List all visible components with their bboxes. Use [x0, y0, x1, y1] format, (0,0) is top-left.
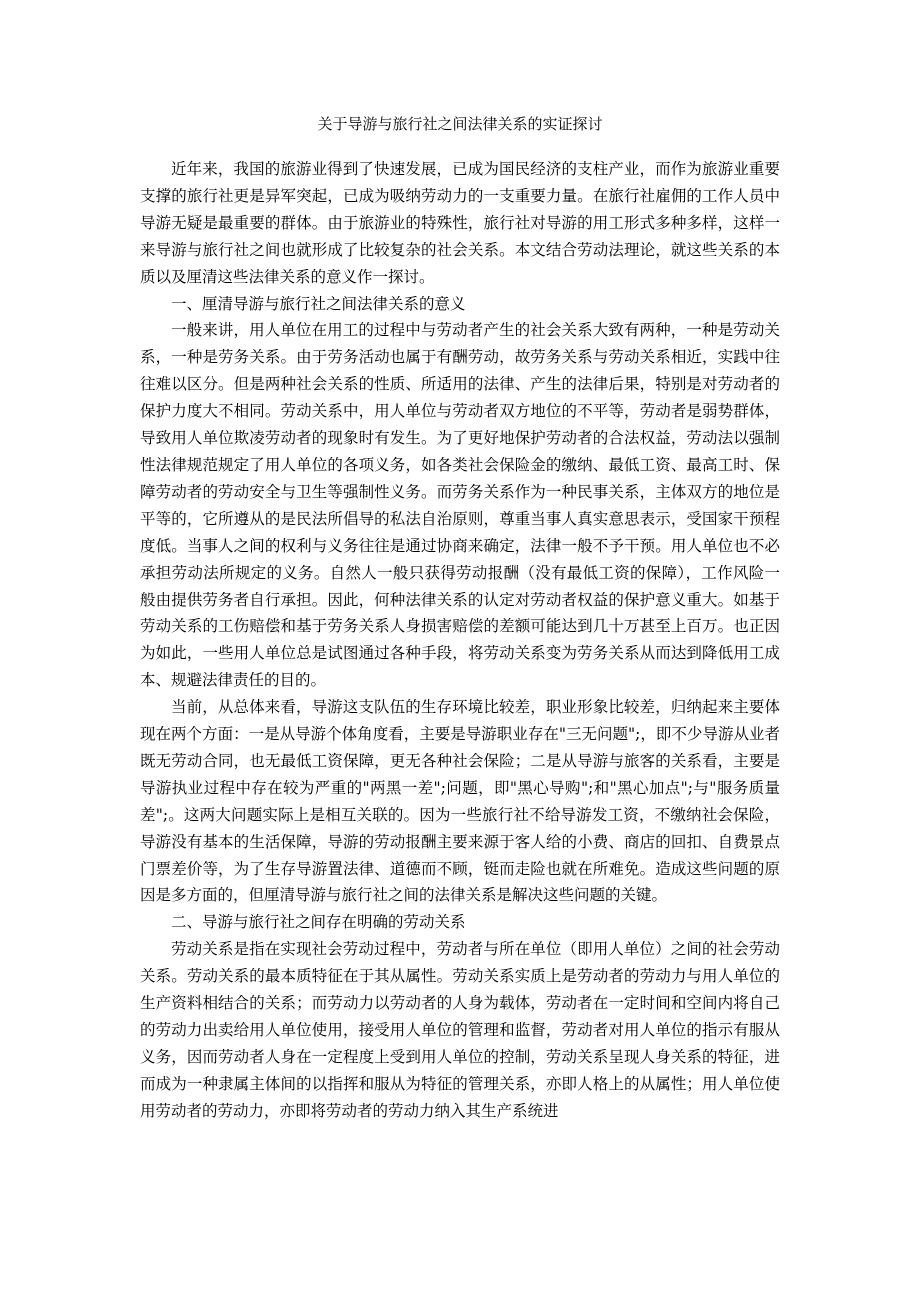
document-page [140, 112, 780, 1125]
section-heading-1: 一、厘清导游与旅行社之间法律关系的意义 [171, 294, 466, 313]
paragraph-section-1-current: 当前，从总体来看，导游这支队伍的生存环境比较差，职业形象比较差，归纳起来主要体现在两个方面：一是从导游个体角度看，主要是导游职业存在"三无问题";，即不少导游从业者既无劳动合同，也无最低工资保障，更无各种社会保险；二是从导游与旅客的关系看，主要是导游执业过程中存在较为严重的"两黑一差";问题，即"黑心导购";和"黑心加点";与"服务质量差";。这两大问题实际上是相互关联的。因为一些旅行社不给导游发工资，不缴纳社会保险，导游没有基本的生活保障，导游的劳动报酬主要来源于客人给的小费、商店的回扣、自费景点门票差价等，为了生存导游置法律、道德而不顾，铤而走险也就在所难免。造成这些问题的原因是多方面的，但厘清导游与旅行社之间的法律关系是解决这些问题的关键。 [140, 698, 780, 905]
paragraph-intro: 近年来，我国的旅游业得到了快速发展，已成为国民经济的支柱产业，而作为旅游业重要支撑的旅行社更是异军突起，已成为吸纳劳动力的一支重要力量。在旅行社雇佣的工作人员中导游无疑是最重要的群体。由于旅游业的特殊性，旅行社对导游的用工形式多种多样，这样一来导游与旅行社之间也就形成了比较复杂的社会关系。本文结合劳动法理论，就这些关系的本质以及厘清这些法律关系的意义作一探讨。 [140, 160, 780, 286]
paragraph-section-1-body: 一般来讲，用人单位在用工的过程中与劳动者产生的社会关系大致有两种，一种是劳动关系，一种是劳务关系。由于劳务活动也属于有酬劳动，故劳务关系与劳动关系相近，实践中往往难以区分。但是两种社会关系的性质、所适用的法律、产生的法律后果，特别是对劳动者的保护力度大不相同。劳动关系中，用人单位与劳动者双方地位的不平等，劳动者是弱势群体，导致用人单位欺凌劳动者的现象时有发生。为了更好地保护劳动者的合法权益，劳动法以强制性法律规范规定了用人单位的各项义务，如各类社会保险金的缴纳、最低工资、最高工时、保障劳动者的劳动安全与卫生等强制性义务。而劳务关系作为一种民事关系，主体双方的地位是平等的，它所遵从的是民法所倡导的私法自治原则，尊重当事人真实意思表示，受国家干预程度低。当事人之间的权利与义务往往是通过协商来确定，法律一般不予干预。用人单位也不必承担劳动法所规定的义务。自然人一般只获得劳动报酬（没有最低工资的保障），工作风险一般由提供劳务者自行承担。因此，何种法律关系的认定对劳动者权益的保护意义重大。如基于劳动关系的工伤赔偿和基于劳务关系人身损害赔偿的差额可能达到几十万甚至上百万。也正因为如此，一些用人单位总是试图通过各种手段，将劳动关系变为劳务关系从而达到降低用工成本、规避法律责任的目的。 [140, 321, 780, 690]
section-heading-2: 二、导游与旅行社之间存在明确的劳动关系 [171, 913, 466, 932]
paragraph-section-2-body: 劳动关系是指在实现社会劳动过程中，劳动者与所在单位（即用人单位）之间的社会劳动关系。劳动关系的最本质特征在于其从属性。劳动关系实质上是劳动者的劳动力与用人单位的生产资料相结合的关系；而劳动力以劳动者的人身为载体，劳动者在一定时间和空间内将自己的劳动力出卖给用人单位使用，接受用人单位的管理和监督，劳动者对用人单位的指示有服从义务，因而劳动者人身在一定程度上受到用人单位的控制，劳动关系呈现人身关系的特征，进而成为一种隶属主体间的以指挥和服从为特征的管理关系，亦即人格上的从属性；用人单位使用劳动者的劳动力，亦即将劳动者的劳动力纳入其生产系统进 [140, 940, 780, 1120]
document-title: 关于导游与旅行社之间法律关系的实证探讨 [317, 115, 603, 133]
